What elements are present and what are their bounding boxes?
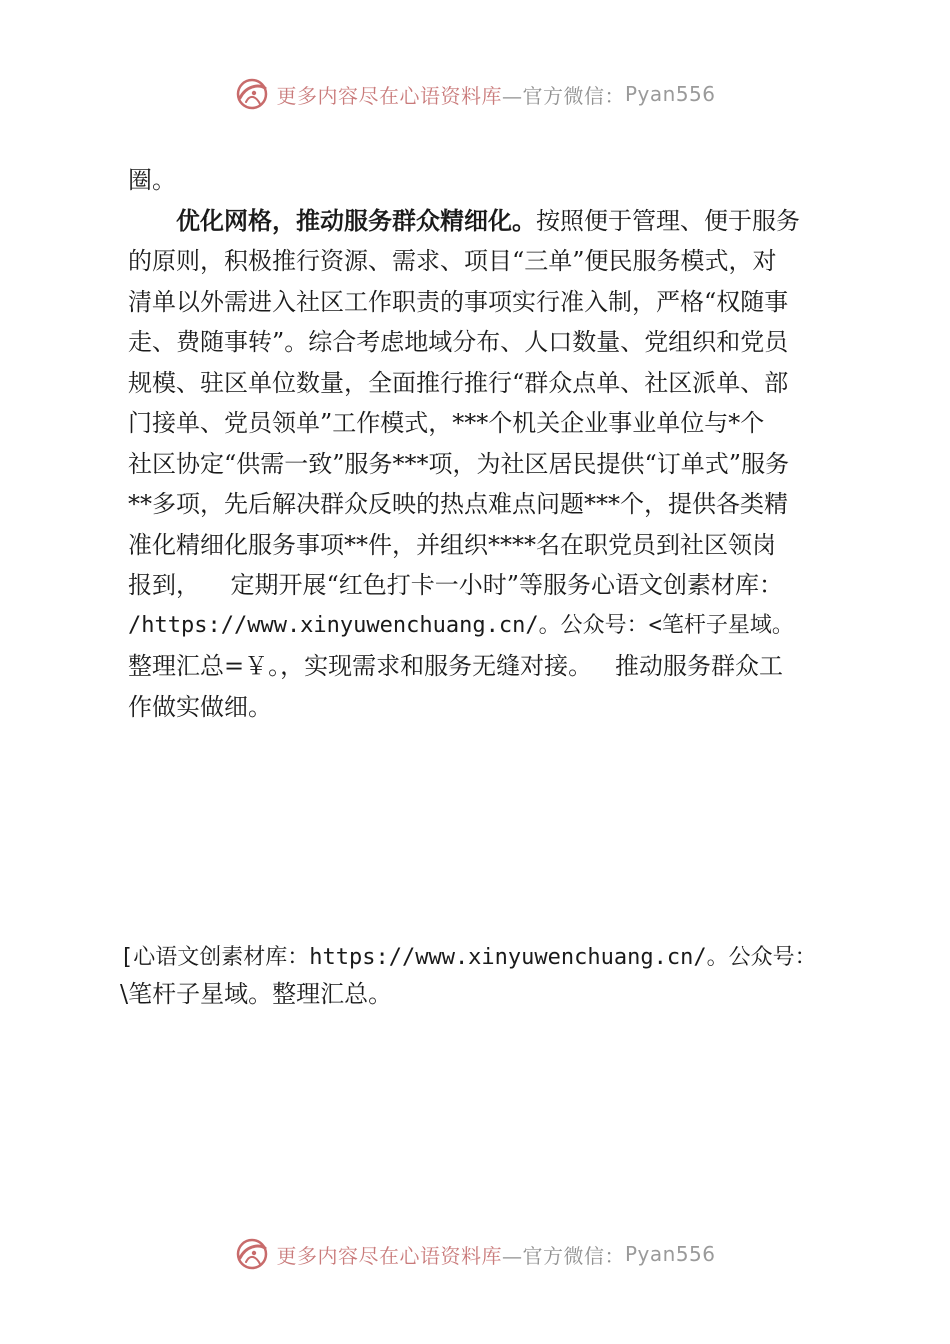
banner-title: 更多内容尽在心语资料库 — [276, 83, 502, 108]
text-line: 社区协定“供需一致”服务***项，为社区居民提供“订单式”服务 — [128, 449, 790, 478]
text-line: 整理汇总=￥。，实现需求和服务无缝对接。 推动服务群众工 — [128, 652, 783, 680]
text-line: **多项，先后解决群众反映的热点难点问题***个，提供各类精 — [128, 490, 788, 518]
calligraphy-logo-icon — [234, 1236, 270, 1272]
calligraphy-logo-icon — [234, 76, 270, 112]
text-line: 走、费随事转”。综合考虑地域分布、人口数量、党组织和党员 — [128, 328, 789, 356]
text-line: 规模、驻区单位数量，全面推行推行“群众点单、社区派单、部 — [128, 368, 789, 397]
text-line: 门接单、党员领单”工作模式，***个机关企业事业单位与*个 — [128, 409, 765, 437]
text-line: 准化精细化服务事项**件，并组织****名在职党员到社区领岗 — [128, 530, 776, 559]
text-line: 作做实做细。 — [128, 692, 272, 721]
source-note-line: \笔杆子星域。整理汇总。 — [120, 980, 393, 1008]
header-banner — [0, 72, 950, 116]
banner-wechat-label: —官方微信： — [501, 83, 625, 108]
document-body — [128, 160, 832, 727]
text-line — [128, 201, 832, 242]
source-note — [120, 940, 840, 1012]
text-line: 的原则，积极推行资源、需求、项目“三单”便民服务模式，对 — [128, 247, 777, 275]
banner-wechat-label: —官方微信： — [501, 1243, 625, 1268]
source-note-line: [心语文创素材库：https://www.xinyuwenchuang.cn/。公众号： — [120, 945, 817, 970]
text-fragment: 按照便于管理、便于服务 — [536, 206, 800, 235]
text-line: /https://www.xinyuwenchuang.cn/。公众号：<笔杆子星域。 — [128, 612, 794, 638]
banner-wechat-id: Pyan556 — [624, 82, 716, 106]
text-line: 清单以外需进入社区工作职责的事项实行准入制，严格“权随事 — [128, 287, 789, 316]
footer-banner — [0, 1232, 950, 1276]
banner-wechat-id: Pyan556 — [624, 1242, 716, 1266]
section-heading: 优化网格，推动服务群众精细化。 — [176, 206, 536, 235]
text-line: 圈。 — [128, 166, 176, 194]
banner-title: 更多内容尽在心语资料库 — [276, 1243, 502, 1268]
text-line: 报到， 定期开展“红色打卡一小时”等服务心语文创素材库： — [128, 571, 784, 599]
